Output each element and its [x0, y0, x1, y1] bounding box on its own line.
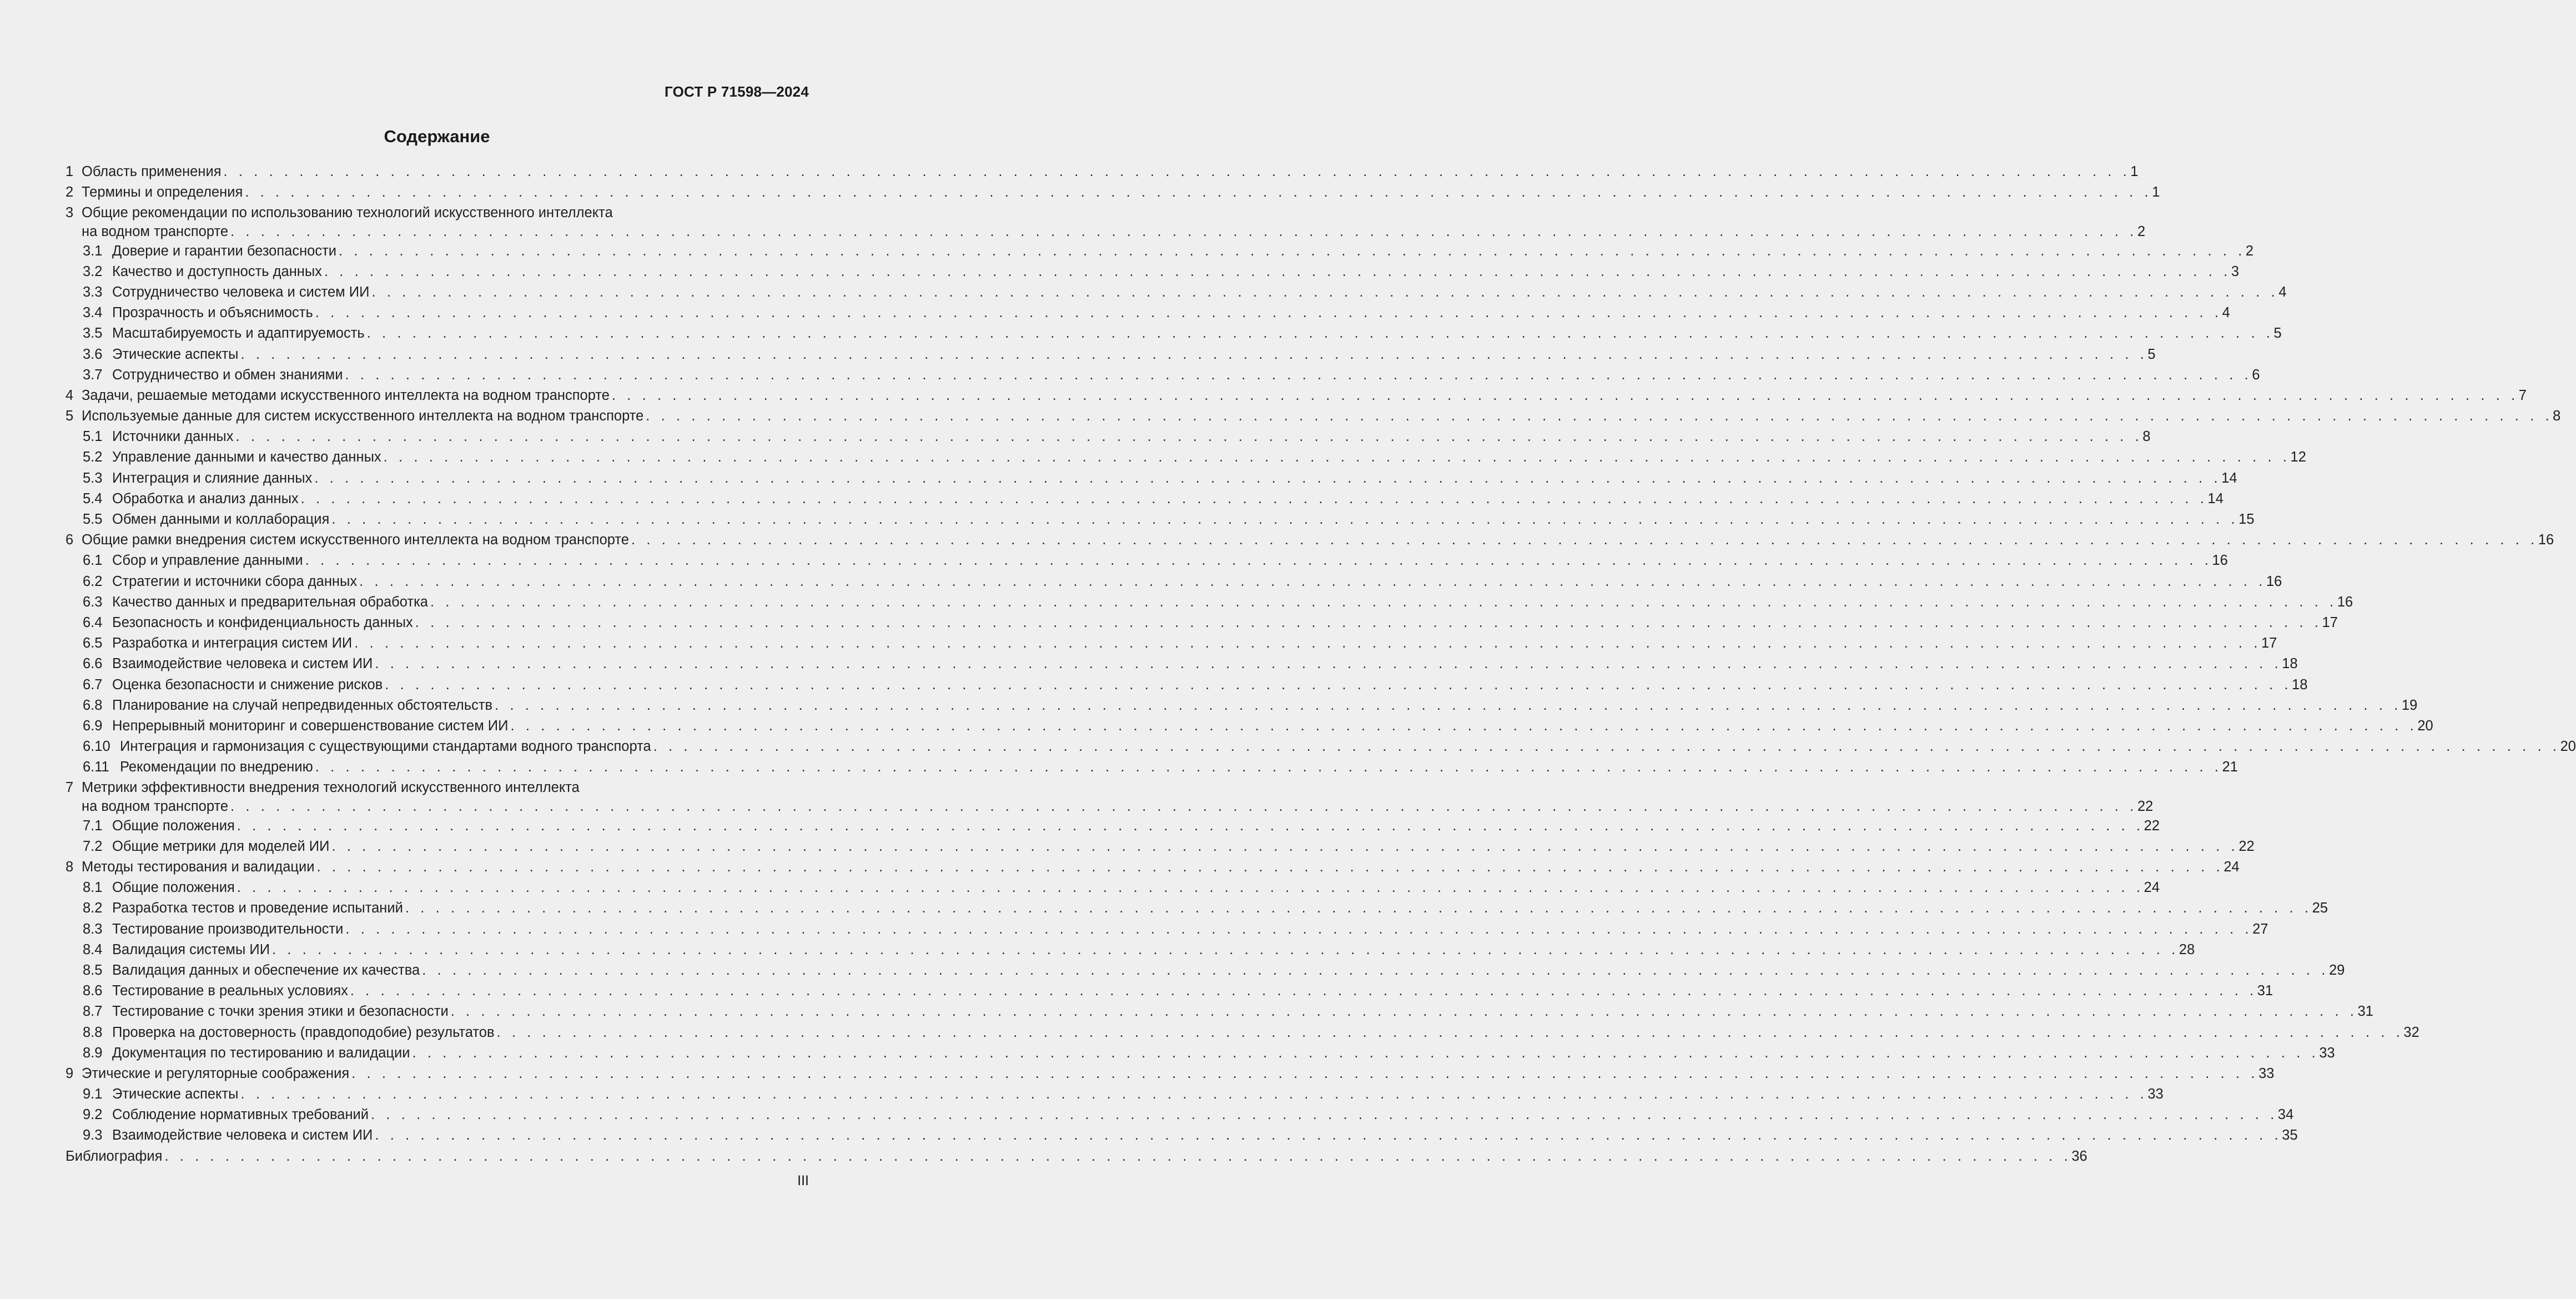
toc-entry-page: 22	[2238, 838, 2255, 854]
toc-leader-dots: . . . . . . . . . . . . . . . . . . . . . . . . . . . . . . . . . . . . . . . . . . . . . . . . . . . . . . . . . . . . . . . . . . . . . . . . . . . . . . . . . . . . . . . . . . . . . . . . . . . . . . . . . . . . . . . . . . . . . . . . . . . . . .	[230, 798, 2137, 814]
toc-leader-dots: . . . . . . . . . . . . . . . . . . . . . . . . . . . . . . . . . . . . . . . . . . . . . . . . . . . . . . . . . . . . . . . . . . . . . . . . . . . . . . . . . . . . . . . . . . . . . . . . . . . . . . . . . . . . . . . . . . . . . . . . . . . . . .	[331, 511, 2239, 527]
toc-entry-page: 1	[2152, 184, 2160, 200]
toc-entry-number: 5	[66, 408, 74, 424]
toc-entry-page: 19	[2401, 697, 2418, 713]
toc-entry-page: 5	[2147, 346, 2156, 362]
toc-leader-dots: . . . . . . . . . . . . . . . . . . . . . . . . . . . . . . . . . . . . . . . . . . . . . . . . . . . . . . . . . . . . . . . . . . . . . . . . . . . . . . . . . . . . . . . . . . . . . . . . . . . . . . . . . . . . . . . . . . . . . . . . . . . . . .	[240, 1086, 2148, 1102]
toc-entry-number: 6.9	[83, 718, 103, 734]
toc-entry-page: 18	[2282, 656, 2298, 672]
toc-leader-dots: . . . . . . . . . . . . . . . . . . . . . . . . . . . . . . . . . . . . . . . . . . . . . . . . . . . . . . . . . . . . . . . . . . . . . . . . . . . . . . . . . . . . . . . . . . . . . . . . . . . . . . . . . . . . . . . . . . . . . . . . . . . . . .	[350, 983, 2257, 999]
toc-entry-page: 31	[2357, 1004, 2373, 1020]
toc-leader-dots: . . . . . . . . . . . . . . . . . . . . . . . . . . . . . . . . . . . . . . . . . . . . . . . . . . . . . . . . . . . . . . . . . . . . . . . . . . . . . . . . . . . . . . . . . . . . . . . . . . . . . . . . . . . . . . . . . . . . . . . . . . . . . .	[230, 223, 2137, 239]
toc-entry-page: 21	[2222, 759, 2238, 775]
document-code: ГОСТ Р 71598—2024	[665, 83, 809, 100]
toc-leader-dots: . . . . . . . . . . . . . . . . . . . . . . . . . . . . . . . . . . . . . . . . . . . . . . . . . . . . . . . . . . . . . . . . . . . . . . . . . . . . . . . . . . . . . . . . . . . . . . . . . . . . . . . . . . . . . . . . . . . . . . . . . . . . . .	[385, 676, 2292, 693]
toc-entry-number: 2	[66, 184, 74, 200]
toc-leader-dots: . . . . . . . . . . . . . . . . . . . . . . . . . . . . . . . . . . . . . . . . . . . . . . . . . . . . . . . . . . . . . . . . . . . . . . . . . . . . . . . . . . . . . . . . . . . . . . . . . . . . . . . . . . . . . . . . . . . . . . . . . . . . . .	[412, 1045, 2320, 1061]
toc-entry-page: 5	[2273, 325, 2282, 342]
toc-entry-page: 6	[2252, 367, 2260, 383]
toc-leader-dots: . . . . . . . . . . . . . . . . . . . . . . . . . . . . . . . . . . . . . . . . . . . . . . . . . . . . . . . . . . . . . . . . . . . . . . . . . . . . . . . . . . . . . . . . . . . . . . . . . . . . . . . . . . . . . . . . . . . . . . . . . . . . . .	[415, 614, 2322, 630]
toc-entry-label: Сбор и управление данными	[112, 553, 303, 569]
toc-entry-page: 33	[2147, 1086, 2164, 1102]
toc-entry-label: Методы тестирования и валидации	[82, 859, 315, 875]
table-of-contents	[66, 162, 2576, 1167]
toc-entry-number: 6.10	[83, 739, 110, 755]
toc-entry-number: 6.6	[83, 656, 103, 672]
toc-entry-number: 5.4	[83, 490, 103, 506]
toc-leader-dots: . . . . . . . . . . . . . . . . . . . . . . . . . . . . . . . . . . . . . . . . . . . . . . . . . . . . . . . . . . . . . . . . . . . . . . . . . . . . . . . . . . . . . . . . . . . . . . . . . . . . . . . . . . . . . . . . . . . . . . . . . . . . . .	[240, 346, 2148, 362]
toc-entry-number: 8.3	[83, 921, 103, 937]
toc-leader-dots: . . . . . . . . . . . . . . . . . . . . . . . . . . . . . . . . . . . . . . . . . . . . . . . . . . . . . . . . . . . . . . . . . . . . . . . . . . . . . . . . . . . . . . . . . . . . . . . . . . . . . . . . . . . . . . . . . . . . . . . . . . . . . .	[314, 470, 2222, 486]
toc-entry-label: Интеграция и гармонизация с существующими стандартами водного транспорта	[120, 739, 651, 755]
toc-entry-page: 28	[2178, 941, 2195, 957]
toc-entry-page: 1	[2130, 164, 2139, 179]
toc-leader-dots: . . . . . . . . . . . . . . . . . . . . . . . . . . . . . . . . . . . . . . . . . . . . . . . . . . . . . . . . . . . . . . . . . . . . . . . . . . . . . . . . . . . . . . . . . . . . . . . . . . . . . . . . . . . . . . . . . . . . . . . . . . . . . .	[316, 859, 2224, 875]
toc-entry-page: 2	[2137, 223, 2146, 239]
toc-entry[interactable]	[66, 282, 2287, 303]
toc-entry-label: Общие положения	[112, 817, 235, 834]
toc-entry-label: Стратегии и источники сбора данных	[112, 573, 358, 589]
toc-entry-number: 4	[66, 387, 74, 403]
toc-entry-page: 20	[2417, 718, 2433, 734]
toc-leader-dots: . . . . . . . . . . . . . . . . . . . . . . . . . . . . . . . . . . . . . . . . . . . . . . . . . . . . . . . . . . . . . . . . . . . . . . . . . . . . . . . . . . . . . . . . . . . . . . . . . . . . . . . . . . . . . . . . . . . . . . . . . . . . . .	[354, 635, 2262, 651]
toc-entry-label: Используемые данные для систем искусственного интеллекта на водном транспорте	[82, 408, 644, 424]
toc-leader-dots: . . . . . . . . . . . . . . . . . . . . . . . . . . . . . . . . . . . . . . . . . . . . . . . . . . . . . . . . . . . . . . . . . . . . . . . . . . . . . . . . . . . . . . . . . . . . . . . . . . . . . . . . . . . . . . . . . . . . . . . . . . . . . .	[422, 962, 2330, 978]
toc-entry-label: Валидация данных и обеспечение их качества	[112, 962, 420, 978]
toc-leader-dots: . . . . . . . . . . . . . . . . . . . . . . . . . . . . . . . . . . . . . . . . . . . . . . . . . . . . . . . . . . . . . . . . . . . . . . . . . . . . . . . . . . . . . . . . . . . . . . . . . . . . . . . . . . . . . . . . . . . . . . . . . . . . . .	[375, 656, 2282, 672]
toc-entry[interactable]	[66, 940, 2195, 960]
toc-entry-label: Разработка тестов и проведение испытаний	[112, 900, 403, 916]
toc-entry[interactable]	[66, 571, 2282, 592]
toc-entry[interactable]	[66, 981, 2273, 1001]
toc-entry[interactable]	[66, 303, 2230, 323]
toc-entry-label: Тестирование в реальных условиях	[112, 983, 348, 999]
toc-entry-label: Доверие и гарантии безопасности	[112, 243, 337, 259]
toc-entry-page: 29	[2329, 962, 2345, 978]
toc-entry-label-continued: на водном транспорте	[82, 223, 229, 239]
toc-entry-label: Тестирование производительности	[112, 921, 344, 937]
toc-entry-label: Обмен данными и коллаборация	[112, 511, 330, 527]
toc-entry-label: Оценка безопасности и снижение рисков	[112, 676, 383, 693]
toc-entry-label: Общие положения	[112, 880, 235, 896]
toc-entry-number: 3.1	[83, 243, 103, 259]
toc-entry-page: 16	[2266, 573, 2282, 589]
toc-leader-dots: . . . . . . . . . . . . . . . . . . . . . . . . . . . . . . . . . . . . . . . . . . . . . . . . . . . . . . . . . . . . . . . . . . . . . . . . . . . . . . . . . . . . . . . . . . . . . . . . . . . . . . . . . . . . . . . . . . . . . . . . . . . . . .	[611, 387, 2519, 403]
toc-entry-number: 6.11	[83, 759, 109, 775]
toc-entry-number: 6.8	[83, 697, 103, 713]
toc-leader-dots: . . . . . . . . . . . . . . . . . . . . . . . . . . . . . . . . . . . . . . . . . . . . . . . . . . . . . . . . . . . . . . . . . . . . . . . . . . . . . . . . . . . . . . . . . . . . . . . . . . . . . . . . . . . . . . . . . . . . . . . . . . . . . .	[272, 941, 2179, 957]
toc-entry-label: Масштабируемость и адаптируемость	[112, 325, 365, 342]
toc-entry-page: 7	[2518, 387, 2527, 403]
toc-entry-number: 1	[66, 164, 74, 179]
toc-entry-number: 8.9	[83, 1045, 103, 1061]
toc-entry-page: 34	[2277, 1107, 2294, 1123]
toc-entry-number: 8.6	[83, 983, 103, 999]
toc-entry[interactable]	[66, 877, 2160, 898]
toc-entry[interactable]	[66, 1064, 2275, 1084]
toc-entry-page: 22	[2137, 798, 2154, 814]
toc-leader-dots: . . . . . . . . . . . . . . . . . . . . . . . . . . . . . . . . . . . . . . . . . . . . . . . . . . . . . . . . . . . . . . . . . . . . . . . . . . . . . . . . . . . . . . . . . . . . . . . . . . . . . . . . . . . . . . . . . . . . . . . . . . . . . .	[164, 1148, 2072, 1164]
toc-entry-page: 4	[2278, 284, 2287, 300]
toc-entry-number: 8.5	[83, 962, 103, 978]
toc-leader-dots: . . . . . . . . . . . . . . . . . . . . . . . . . . . . . . . . . . . . . . . . . . . . . . . . . . . . . . . . . . . . . . . . . . . . . . . . . . . . . . . . . . . . . . . . . . . . . . . . . . . . . . . . . . . . . . . . . . . . . . . . . . . . . .	[345, 367, 2252, 383]
toc-entry-number: 9.1	[83, 1086, 103, 1102]
toc-entry-label: Источники данных	[112, 429, 234, 445]
toc-entry-number: 9.3	[83, 1127, 103, 1143]
toc-leader-dots: . . . . . . . . . . . . . . . . . . . . . . . . . . . . . . . . . . . . . . . . . . . . . . . . . . . . . . . . . . . . . . . . . . . . . . . . . . . . . . . . . . . . . . . . . . . . . . . . . . . . . . . . . . . . . . . . . . . . . . . . . . . . . .	[315, 759, 2222, 775]
toc-entry[interactable]	[66, 385, 2527, 406]
toc-entry[interactable]	[66, 675, 2308, 695]
toc-entry-number: 5.3	[83, 470, 103, 486]
toc-leader-dots: . . . . . . . . . . . . . . . . . . . . . . . . . . . . . . . . . . . . . . . . . . . . . . . . . . . . . . . . . . . . . . . . . . . . . . . . . . . . . . . . . . . . . . . . . . . . . . . . . . . . . . . . . . . . . . . . . . . . . . . . . . . . . .	[366, 325, 2274, 342]
toc-entry-page: 31	[2257, 983, 2273, 999]
toc-leader-dots: . . . . . . . . . . . . . . . . . . . . . . . . . . . . . . . . . . . . . . . . . . . . . . . . . . . . . . . . . . . . . . . . . . . . . . . . . . . . . . . . . . . . . . . . . . . . . . . . . . . . . . . . . . . . . . . . . . . . . . . . . . . . . .	[223, 164, 2131, 179]
toc-entry[interactable]	[66, 344, 2156, 365]
toc-entry-page: 24	[2223, 859, 2240, 875]
toc-entry-page: 16	[2212, 553, 2228, 569]
toc-leader-dots: . . . . . . . . . . . . . . . . . . . . . . . . . . . . . . . . . . . . . . . . . . . . . . . . . . . . . . . . . . . . . . . . . . . . . . . . . . . . . . . . . . . . . . . . . . . . . . . . . . . . . . . . . . . . . . . . . . . . . . . . . . . . . .	[235, 429, 2143, 445]
toc-entry[interactable]	[66, 406, 2561, 427]
toc-entry[interactable]	[66, 898, 2328, 919]
toc-entry-number: 3.7	[83, 367, 103, 383]
toc-entry-label: Этические аспекты	[112, 1086, 239, 1102]
toc-entry-page: 16	[2538, 532, 2554, 548]
toc-entry-label: Область применения	[82, 164, 222, 179]
toc-leader-dots: . . . . . . . . . . . . . . . . . . . . . . . . . . . . . . . . . . . . . . . . . . . . . . . . . . . . . . . . . . . . . . . . . . . . . . . . . . . . . . . . . . . . . . . . . . . . . . . . . . . . . . . . . . . . . . . . . . . . . . . . . . . . . .	[345, 921, 2253, 937]
toc-entry-label: Качество данных и предварительная обработка	[112, 594, 428, 610]
toc-entry[interactable]	[66, 1043, 2335, 1064]
toc-entry-number: 8.8	[83, 1024, 103, 1040]
toc-leader-dots: . . . . . . . . . . . . . . . . . . . . . . . . . . . . . . . . . . . . . . . . . . . . . . . . . . . . . . . . . . . . . . . . . . . . . . . . . . . . . . . . . . . . . . . . . . . . . . . . . . . . . . . . . . . . . . . . . . . . . . . . . . . . . .	[631, 532, 2538, 548]
toc-entry-page: 2	[2245, 243, 2254, 259]
toc-entry[interactable]	[66, 1022, 2419, 1043]
toc-entry[interactable]	[66, 262, 2239, 282]
toc-entry-label: Валидация системы ИИ	[112, 941, 270, 957]
toc-entry-label: Библиография	[66, 1148, 163, 1164]
toc-entry[interactable]	[66, 836, 2255, 857]
toc-title: Содержание	[384, 127, 490, 146]
toc-entry-label: Сотрудничество человека и систем ИИ	[112, 284, 370, 300]
page-folio: III	[797, 1173, 809, 1188]
toc-entry[interactable]	[66, 182, 2160, 203]
toc-entry[interactable]	[66, 1125, 2298, 1146]
toc-entry-number: 6.1	[83, 553, 103, 569]
toc-entry[interactable]	[66, 1105, 2294, 1125]
toc-entry-page: 15	[2238, 511, 2255, 527]
toc-leader-dots: . . . . . . . . . . . . . . . . . . . . . . . . . . . . . . . . . . . . . . . . . . . . . . . . . . . . . . . . . . . . . . . . . . . . . . . . . . . . . . . . . . . . . . . . . . . . . . . . . . . . . . . . . . . . . . . . . . . . . . . . . . . . . .	[359, 573, 2266, 589]
toc-entry-label: Метрики эффективности внедрения технологий искусственного интеллекта	[82, 780, 580, 796]
toc-entry[interactable]	[66, 323, 2282, 344]
toc-entry-label: Общие метрики для моделей ИИ	[112, 838, 330, 854]
toc-entry-page: 4	[2222, 305, 2230, 321]
toc-entry-number: 6.4	[83, 614, 103, 630]
toc-entry-page: 12	[2290, 449, 2306, 465]
toc-entry-label: Интеграция и слияние данных	[112, 470, 313, 486]
toc-entry-label: Планирование на случай непредвиденных обстоятельств	[112, 697, 493, 713]
toc-entry-page: 16	[2337, 594, 2353, 610]
toc-entry-number: 5.1	[83, 429, 103, 445]
toc-entry-page: 8	[2553, 408, 2561, 424]
toc-entry[interactable]	[66, 489, 2223, 509]
toc-entry-label: Этические и регуляторные соображения	[82, 1065, 350, 1081]
toc-entry[interactable]	[66, 778, 809, 798]
toc-leader-dots: . . . . . . . . . . . . . . . . . . . . . . . . . . . . . . . . . . . . . . . . . . . . . . . . . . . . . . . . . . . . . . . . . . . . . . . . . . . . . . . . . . . . . . . . . . . . . . . . . . . . . . . . . . . . . . . . . . . . . . . . . . . . . .	[371, 284, 2279, 300]
toc-entry-number: 7.1	[83, 817, 103, 834]
toc-entry-label: Обработка и анализ данных	[112, 490, 299, 506]
toc-entry-label: Общие рамки внедрения систем искусственного интеллекта на водном транспорте	[82, 532, 629, 548]
toc-entry-number: 7.2	[83, 838, 103, 854]
toc-entry-number: 6.5	[83, 635, 103, 651]
toc-entry-number: 7	[66, 780, 74, 796]
toc-entry-page: 3	[2231, 263, 2239, 279]
toc-entry-label: Безопасность и конфиденциальность данных	[112, 614, 413, 630]
toc-entry[interactable]	[66, 1084, 2164, 1105]
toc-entry[interactable]	[66, 816, 2160, 836]
toc-entry-label: Взаимодействие человека и систем ИИ	[112, 656, 373, 672]
toc-entry-label: Разработка и интеграция систем ИИ	[112, 635, 353, 651]
toc-entry-page: 27	[2252, 921, 2268, 937]
toc-entry-number: 6.3	[83, 594, 103, 610]
toc-entry-label: Управление данными и качество данных	[112, 449, 381, 465]
toc-entry[interactable]	[66, 447, 2306, 468]
toc-entry[interactable]	[66, 203, 809, 223]
toc-entry-page: 17	[2322, 614, 2338, 630]
toc-leader-dots: . . . . . . . . . . . . . . . . . . . . . . . . . . . . . . . . . . . . . . . . . . . . . . . . . . . . . . . . . . . . . . . . . . . . . . . . . . . . . . . . . . . . . . . . . . . . . . . . . . . . . . . . . . . . . . . . . . . . . . . . . . . . . .	[237, 817, 2144, 834]
toc-entry-page: 32	[2403, 1024, 2419, 1040]
toc-entry-label: Качество и доступность данных	[112, 263, 322, 279]
toc-entry[interactable]	[66, 241, 2254, 262]
toc-entry-label-continued: на водном транспорте	[82, 798, 229, 814]
toc-leader-dots: . . . . . . . . . . . . . . . . . . . . . . . . . . . . . . . . . . . . . . . . . . . . . . . . . . . . . . . . . . . . . . . . . . . . . . . . . . . . . . . . . . . . . . . . . . . . . . . . . . . . . . . . . . . . . . . . . . . . . . . . . . . . . .	[351, 1065, 2259, 1081]
toc-leader-dots: . . . . . . . . . . . . . . . . . . . . . . . . . . . . . . . . . . . . . . . . . . . . . . . . . . . . . . . . . . . . . . . . . . . . . . . . . . . . . . . . . . . . . . . . . . . . . . . . . . . . . . . . . . . . . . . . . . . . . . . . . . . . . .	[653, 739, 2560, 755]
toc-entry-number: 3	[66, 205, 74, 221]
toc-leader-dots: . . . . . . . . . . . . . . . . . . . . . . . . . . . . . . . . . . . . . . . . . . . . . . . . . . . . . . . . . . . . . . . . . . . . . . . . . . . . . . . . . . . . . . . . . . . . . . . . . . . . . . . . . . . . . . . . . . . . . . . . . . . . . .	[324, 263, 2231, 279]
toc-leader-dots: . . . . . . . . . . . . . . . . . . . . . . . . . . . . . . . . . . . . . . . . . . . . . . . . . . . . . . . . . . . . . . . . . . . . . . . . . . . . . . . . . . . . . . . . . . . . . . . . . . . . . . . . . . . . . . . . . . . . . . . . . . . . . .	[245, 184, 2152, 200]
toc-entry-label: Задачи, решаемые методами искусственного интеллекта на водном транспорте	[82, 387, 610, 403]
toc-entry-page: 17	[2261, 635, 2277, 651]
toc-leader-dots: . . . . . . . . . . . . . . . . . . . . . . . . . . . . . . . . . . . . . . . . . . . . . . . . . . . . . . . . . . . . . . . . . . . . . . . . . . . . . . . . . . . . . . . . . . . . . . . . . . . . . . . . . . . . . . . . . . . . . . . . . . . . . .	[383, 449, 2291, 465]
toc-entry[interactable]	[66, 1146, 2087, 1167]
toc-entry-label: Рекомендации по внедрению	[120, 759, 313, 775]
toc-entry[interactable]	[66, 695, 2418, 716]
toc-entry[interactable]	[66, 757, 2238, 778]
toc-entry[interactable]	[66, 1001, 2373, 1022]
toc-entry-number: 5.2	[83, 449, 103, 465]
toc-entry-label: Тестирование с точки зрения этики и безопасности	[112, 1004, 449, 1020]
toc-leader-dots: . . . . . . . . . . . . . . . . . . . . . . . . . . . . . . . . . . . . . . . . . . . . . . . . . . . . . . . . . . . . . . . . . . . . . . . . . . . . . . . . . . . . . . . . . . . . . . . . . . . . . . . . . . . . . . . . . . . . . . . . . . . . . .	[371, 1107, 2278, 1123]
toc-entry-continuation[interactable]	[66, 797, 2154, 816]
toc-entry-number: 6	[66, 532, 74, 548]
toc-entry-number: 3.5	[83, 325, 103, 342]
toc-entry-page: 33	[2319, 1045, 2335, 1061]
toc-entry-number: 3.2	[83, 263, 103, 279]
toc-entry-number: 6.2	[83, 573, 103, 589]
toc-leader-dots: . . . . . . . . . . . . . . . . . . . . . . . . . . . . . . . . . . . . . . . . . . . . . . . . . . . . . . . . . . . . . . . . . . . . . . . . . . . . . . . . . . . . . . . . . . . . . . . . . . . . . . . . . . . . . . . . . . . . . . . . . . . . . .	[450, 1004, 2358, 1020]
toc-leader-dots: . . . . . . . . . . . . . . . . . . . . . . . . . . . . . . . . . . . . . . . . . . . . . . . . . . . . . . . . . . . . . . . . . . . . . . . . . . . . . . . . . . . . . . . . . . . . . . . . . . . . . . . . . . . . . . . . . . . . . . . . . . . . . .	[495, 697, 2402, 713]
toc-entry-number: 9.2	[83, 1107, 103, 1123]
toc-leader-dots: . . . . . . . . . . . . . . . . . . . . . . . . . . . . . . . . . . . . . . . . . . . . . . . . . . . . . . . . . . . . . . . . . . . . . . . . . . . . . . . . . . . . . . . . . . . . . . . . . . . . . . . . . . . . . . . . . . . . . . . . . . . . . .	[405, 900, 2312, 916]
toc-entry-label: Взаимодействие человека и систем ИИ	[112, 1127, 373, 1143]
toc-entry-number: 3.4	[83, 305, 103, 321]
toc-entry[interactable]	[66, 633, 2277, 654]
toc-entry-page: 33	[2258, 1065, 2275, 1081]
toc-entry[interactable]	[66, 162, 2139, 182]
toc-entry-page: 36	[2071, 1148, 2087, 1164]
toc-leader-dots: . . . . . . . . . . . . . . . . . . . . . . . . . . . . . . . . . . . . . . . . . . . . . . . . . . . . . . . . . . . . . . . . . . . . . . . . . . . . . . . . . . . . . . . . . . . . . . . . . . . . . . . . . . . . . . . . . . . . . . . . . . . . . .	[510, 718, 2418, 734]
toc-entry-label: Сотрудничество и обмен знаниями	[112, 367, 343, 383]
toc-leader-dots: . . . . . . . . . . . . . . . . . . . . . . . . . . . . . . . . . . . . . . . . . . . . . . . . . . . . . . . . . . . . . . . . . . . . . . . . . . . . . . . . . . . . . . . . . . . . . . . . . . . . . . . . . . . . . . . . . . . . . . . . . . . . . .	[331, 838, 2239, 854]
toc-entry-label: Этические аспекты	[112, 346, 239, 362]
toc-entry-label: Непрерывный мониторинг и совершенствование систем ИИ	[112, 718, 509, 734]
toc-entry-number: 8.2	[83, 900, 103, 916]
toc-entry-page: 14	[2207, 490, 2223, 506]
toc-entry-number: 8.1	[83, 880, 103, 896]
toc-leader-dots: . . . . . . . . . . . . . . . . . . . . . . . . . . . . . . . . . . . . . . . . . . . . . . . . . . . . . . . . . . . . . . . . . . . . . . . . . . . . . . . . . . . . . . . . . . . . . . . . . . . . . . . . . . . . . . . . . . . . . . . . . . . . . .	[430, 594, 2337, 610]
toc-entry[interactable]	[66, 960, 2345, 981]
toc-entry[interactable]	[66, 654, 2298, 674]
toc-entry-label: Соблюдение нормативных требований	[112, 1107, 369, 1123]
toc-leader-dots: . . . . . . . . . . . . . . . . . . . . . . . . . . . . . . . . . . . . . . . . . . . . . . . . . . . . . . . . . . . . . . . . . . . . . . . . . . . . . . . . . . . . . . . . . . . . . . . . . . . . . . . . . . . . . . . . . . . . . . . . . . . . . .	[237, 880, 2144, 896]
toc-entry-number: 3.6	[83, 346, 103, 362]
toc-entry[interactable]	[66, 427, 2151, 447]
toc-entry-number: 3.3	[83, 284, 103, 300]
toc-entry-page: 18	[2292, 676, 2308, 693]
toc-entry[interactable]	[66, 613, 2338, 633]
toc-entry-label: Прозрачность и объяснимость	[112, 305, 313, 321]
toc-entry-number: 8	[66, 859, 74, 875]
toc-entry-number: 8.4	[83, 941, 103, 957]
toc-leader-dots: . . . . . . . . . . . . . . . . . . . . . . . . . . . . . . . . . . . . . . . . . . . . . . . . . . . . . . . . . . . . . . . . . . . . . . . . . . . . . . . . . . . . . . . . . . . . . . . . . . . . . . . . . . . . . . . . . . . . . . . . . . . . . .	[315, 305, 2222, 321]
toc-entry-number: 6.7	[83, 676, 103, 693]
toc-entry-page: 8	[2142, 429, 2151, 445]
toc-entry[interactable]	[66, 365, 2260, 385]
toc-entry[interactable]	[66, 509, 2255, 530]
toc-entry[interactable]	[66, 919, 2268, 940]
toc-entry-label: Общие рекомендации по использованию технологий искусственного интеллекта	[82, 205, 613, 221]
toc-leader-dots: . . . . . . . . . . . . . . . . . . . . . . . . . . . . . . . . . . . . . . . . . . . . . . . . . . . . . . . . . . . . . . . . . . . . . . . . . . . . . . . . . . . . . . . . . . . . . . . . . . . . . . . . . . . . . . . . . . . . . . . . . . . . . .	[646, 408, 2553, 424]
toc-entry[interactable]	[66, 468, 2237, 489]
toc-entry-label: Проверка на достоверность (правдоподобие) результатов	[112, 1024, 495, 1040]
toc-entry[interactable]	[66, 736, 2576, 757]
toc-entry-number: 8.7	[83, 1004, 103, 1020]
toc-entry-continuation[interactable]	[66, 222, 2146, 241]
toc-entry-label: Термины и определения	[82, 184, 243, 200]
toc-entry-number: 5.5	[83, 511, 103, 527]
toc-entry[interactable]	[66, 716, 2433, 736]
toc-entry-number: 9	[66, 1065, 74, 1081]
toc-entry-label: Документация по тестированию и валидации	[112, 1045, 410, 1061]
toc-entry-page: 20	[2560, 739, 2576, 755]
toc-leader-dots: . . . . . . . . . . . . . . . . . . . . . . . . . . . . . . . . . . . . . . . . . . . . . . . . . . . . . . . . . . . . . . . . . . . . . . . . . . . . . . . . . . . . . . . . . . . . . . . . . . . . . . . . . . . . . . . . . . . . . . . . . . . . . .	[305, 553, 2212, 569]
toc-entry-page: 25	[2312, 900, 2328, 916]
toc-leader-dots: . . . . . . . . . . . . . . . . . . . . . . . . . . . . . . . . . . . . . . . . . . . . . . . . . . . . . . . . . . . . . . . . . . . . . . . . . . . . . . . . . . . . . . . . . . . . . . . . . . . . . . . . . . . . . . . . . . . . . . . . . . . . . .	[496, 1024, 2404, 1040]
toc-entry[interactable]	[66, 857, 2240, 877]
toc-leader-dots: . . . . . . . . . . . . . . . . . . . . . . . . . . . . . . . . . . . . . . . . . . . . . . . . . . . . . . . . . . . . . . . . . . . . . . . . . . . . . . . . . . . . . . . . . . . . . . . . . . . . . . . . . . . . . . . . . . . . . . . . . . . . . .	[339, 243, 2246, 259]
toc-leader-dots: . . . . . . . . . . . . . . . . . . . . . . . . . . . . . . . . . . . . . . . . . . . . . . . . . . . . . . . . . . . . . . . . . . . . . . . . . . . . . . . . . . . . . . . . . . . . . . . . . . . . . . . . . . . . . . . . . . . . . . . . . . . . . .	[375, 1127, 2282, 1143]
toc-entry-page: 22	[2144, 817, 2160, 834]
toc-entry-page: 14	[2221, 470, 2237, 486]
toc-leader-dots: . . . . . . . . . . . . . . . . . . . . . . . . . . . . . . . . . . . . . . . . . . . . . . . . . . . . . . . . . . . . . . . . . . . . . . . . . . . . . . . . . . . . . . . . . . . . . . . . . . . . . . . . . . . . . . . . . . . . . . . . . . . . . .	[300, 490, 2208, 506]
toc-entry[interactable]	[66, 592, 2353, 613]
toc-entry-page: 24	[2144, 880, 2160, 896]
toc-entry[interactable]	[66, 530, 2554, 550]
toc-entry[interactable]	[66, 550, 2228, 571]
toc-entry-page: 35	[2282, 1127, 2298, 1143]
